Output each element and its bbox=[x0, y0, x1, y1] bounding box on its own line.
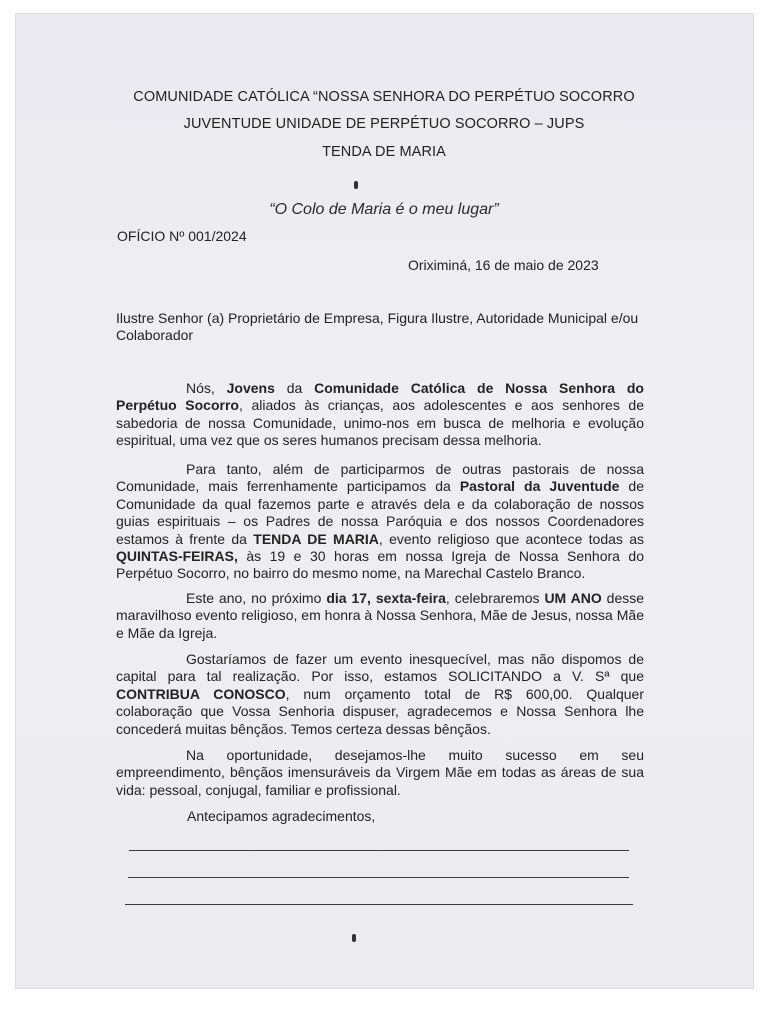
p3-bold: UM ANO bbox=[544, 590, 602, 606]
paragraph-2 bbox=[116, 461, 644, 583]
document-number: OFÍCIO Nº 001/2024 bbox=[117, 228, 247, 244]
signature-line-1 bbox=[129, 850, 629, 851]
p4-text: , num orçamento total de R$ 600,00. Qualquer colaboração que Vossa Senhoria dispuser, agradecemos e Nossa Senhora lhe concederá muitas bênçãos. Temos certeza dessas bênçãos. bbox=[116, 685, 645, 737]
p2-bold: TENDA DE MARIA bbox=[253, 530, 379, 547]
closing: Antecipamos agradecimentos, bbox=[187, 808, 376, 824]
p2-text: , evento religioso que acontece todas as bbox=[378, 530, 644, 547]
paragraph-5: Na oportunidade, desejamos-lhe muito sucesso em seu empreendimento, bênçãos imensuráveis da Virgem Mãe em todas as áreas de sua vida: pessoal, conjugal, familiar e profissional. bbox=[116, 747, 644, 798]
paragraph-1 bbox=[116, 380, 644, 450]
p4-text: Gostaríamos de fazer um evento inesquecível, mas não dispomos de capital para tal realização. Por isso, estamos SOLICITANDO a V. Sª que bbox=[116, 651, 644, 685]
p4-bold: CONTRIBUA CONOSCO bbox=[116, 685, 286, 702]
p3-text: , celebraremos bbox=[445, 590, 545, 606]
signature-line-2 bbox=[128, 877, 629, 878]
p1-bold: Comunidade Católica de Nossa Senhora do Perpétuo Socorro bbox=[116, 380, 644, 414]
motto: “O Colo de Maria é o meu lugar” bbox=[269, 201, 499, 218]
p2-text: de Comunidade da qual fazemos parte e através dela e da colaboração de nossos guias espirituais – os Padres de nossa Paróquia e dos nossos Coordenadores estamos à frente da bbox=[116, 478, 644, 547]
p1-text: , aliados às crianças, aos adolescentes e aos senhores de sabedoria de nossa Comunidade, unimo-nos em busca de melhoria e evolução espiritual, uma vez que os seres humanos precisam dessa melhoria. bbox=[116, 397, 644, 449]
header-youth-group: JUVENTUDE UNIDADE DE PERPÉTUO SOCORRO – JUPS bbox=[183, 116, 585, 132]
p3-text: desse maravilhoso evento religioso, em honra à Nossa Senhora, Mãe de Jesus, nossa Mãe e Mãe da Igreja. bbox=[116, 590, 645, 641]
ink-mark bbox=[352, 934, 356, 942]
ink-mark bbox=[354, 181, 358, 189]
p3-text: Este ano, no próximo bbox=[186, 590, 327, 606]
header-community: COMUNIDADE CATÓLICA “NOSSA SENHORA DO PERPÉTUO SOCORRO bbox=[133, 89, 635, 105]
p3-bold: dia 17, sexta-feira bbox=[326, 590, 446, 606]
document-date: Oriximiná, 16 de maio de 2023 bbox=[408, 257, 599, 273]
paragraph-3 bbox=[116, 590, 644, 642]
p2-bold: QUINTAS-FEIRAS, bbox=[116, 548, 238, 565]
p1-text: da bbox=[274, 380, 315, 396]
p2-text: às 19 e 30 horas em nossa Igreja de Nossa Senhora do Perpétuo Socorro, no bairro do mesmo nome, na Marechal Castelo Branco. bbox=[116, 548, 644, 582]
p2-bold: Pastoral da Juventude bbox=[459, 478, 620, 495]
p2-text: Para tanto, além de participarmos de outras pastorais de nossa Comunidade, mais ferrenhamente participamos da bbox=[116, 461, 644, 495]
paragraph-4 bbox=[116, 651, 644, 738]
p1-bold: Jovens bbox=[226, 380, 275, 396]
signature-line-3 bbox=[125, 904, 633, 905]
p1-text: Nós, bbox=[186, 380, 227, 396]
header-event: TENDA DE MARIA bbox=[322, 144, 446, 160]
addressee: Ilustre Senhor (a) Proprietário de Empresa, Figura Ilustre, Autoridade Municipal e/ou Colaborador bbox=[116, 310, 639, 343]
